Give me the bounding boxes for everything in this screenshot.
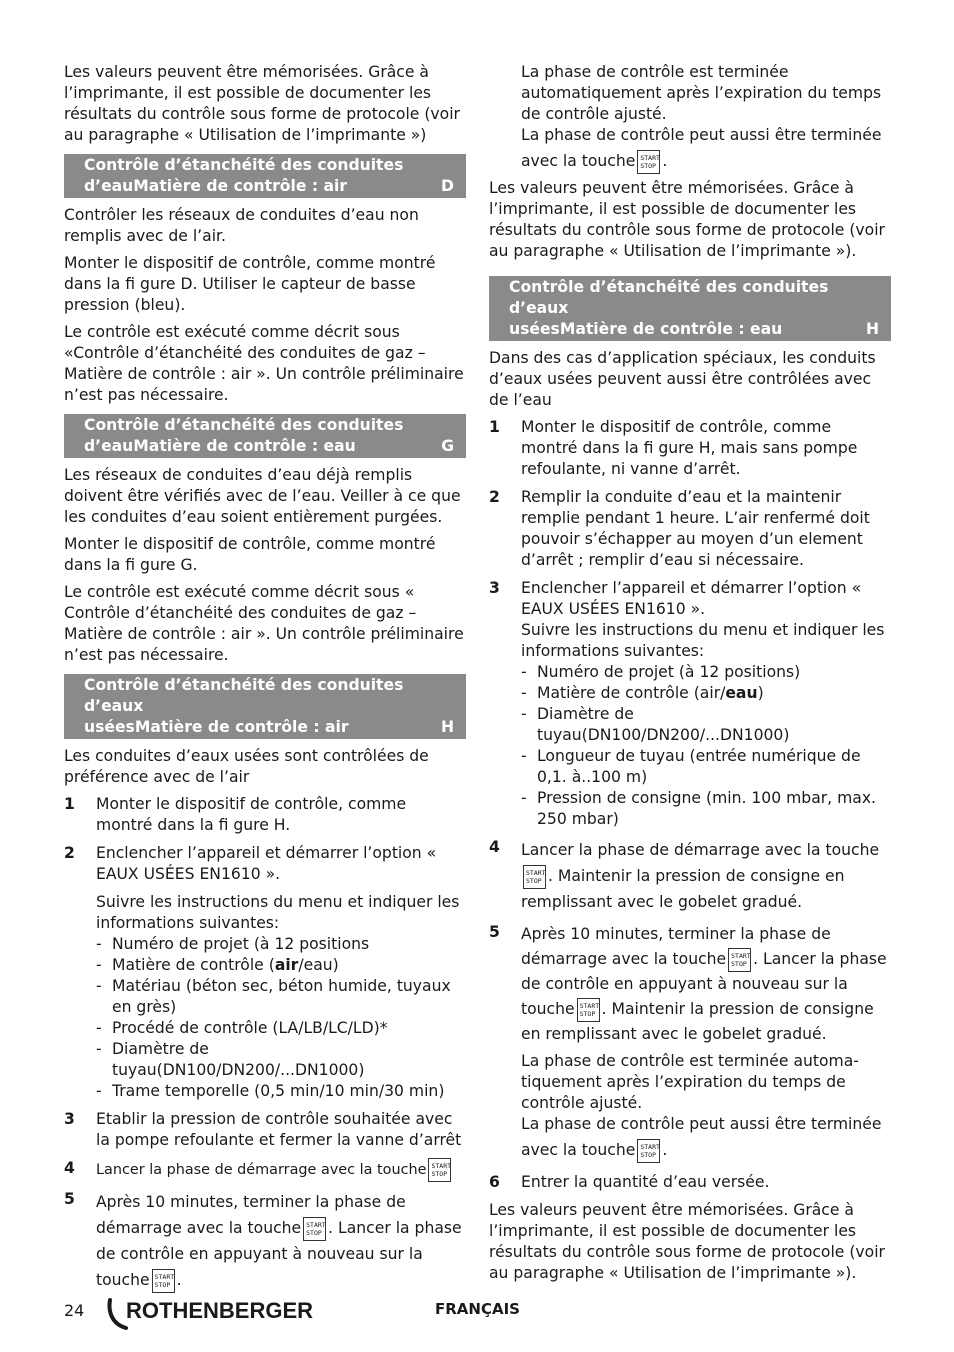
left-column	[64, 62, 466, 1300]
section-header-line: uséesMatière de contrôle : eau	[509, 320, 783, 338]
step-text: Monter le dispositif de contrôle, comme montré dans la fi gure H, mais sans pompe refoulante, ni vanne d’arrêt.	[521, 418, 858, 478]
figure-letter: H	[865, 320, 879, 338]
step-4	[64, 1158, 466, 1182]
step-number: 2	[489, 488, 500, 506]
list-item: - Trame temporelle (0,5 min/10 min/30 min)	[96, 1081, 466, 1102]
paragraph: Le contrôle est exécuté comme décrit sous « Contrôle d’étanchéité des conduites de gaz – Matière de contrôle : air ». Un contrôle préliminaire n’est pas nécessaire.	[64, 583, 464, 664]
right-column	[489, 62, 891, 1290]
step-text: Entrer la quantité d’eau versée.	[521, 1173, 770, 1191]
step-5	[64, 1189, 466, 1293]
step-text: Enclencher l’appareil et démarrer l’option « EAUX USÉES EN1610 ».	[521, 579, 862, 618]
step-number: 1	[489, 418, 500, 436]
step-text: touche	[96, 1271, 150, 1289]
step-3	[64, 1109, 466, 1151]
step-number: 4	[489, 838, 500, 856]
step-text: démarrage avec la touche	[521, 950, 727, 968]
step-text: Remplir la conduite d’eau et la maintenir remplie pendant 1 heure. L’air renfermé doit pouvoir s’échapper au moyen d’un element d’arrêt ; remplir d’eau si nécessaire.	[521, 488, 870, 569]
step-number: 6	[489, 1173, 500, 1191]
step-1	[489, 417, 891, 480]
paragraph: Les réseaux de conduites d’eau déjà remplis doivent être vérifiés avec de l’eau. Veiller à ce que les conduites d’eau soient entièrement purgées.	[64, 466, 461, 526]
step-text: touche	[521, 1000, 575, 1018]
paragraph: Monter le dispositif de contrôle, comme montré dans la fi gure G.	[64, 535, 436, 574]
step-number: 5	[64, 1190, 75, 1208]
step-text: . Lancer la phase de contrôle en appuyant à nouveau sur la	[96, 1219, 462, 1263]
paragraph: avec la touche	[521, 152, 636, 170]
step-number: 5	[489, 923, 500, 941]
step-4	[489, 837, 891, 915]
step-1	[64, 794, 466, 836]
list-item: - Procédé de contrôle (LA/LB/LC/LD)*	[96, 1018, 466, 1039]
start-stop-key-icon: START STOP	[728, 948, 751, 972]
paragraph: Les conduites d’eaux usées sont contrôlées de préférence avec de l’air	[64, 747, 429, 786]
start-stop-key-icon: START STOP	[152, 1269, 175, 1293]
step-number: 3	[489, 579, 500, 597]
start-stop-key-icon: START STOP	[637, 1139, 660, 1163]
brand-name: ROTHENBERGER	[126, 1298, 314, 1323]
section-header-line: uséesMatière de contrôle : air	[84, 718, 349, 736]
list-item: - Pression de consigne (min. 100 mbar, max. 250 mbar)	[521, 788, 891, 830]
start-stop-key-icon: START STOP	[303, 1217, 326, 1241]
info-list	[96, 934, 466, 1102]
step-number: 2	[64, 844, 75, 862]
continued-step: La phase de contrôle est terminée automatiquement après l’expiration du temps de contrôle ajusté. La phase de contrôle peut aussi être terminée avec la touche START STOP .	[489, 62, 891, 176]
step-text: La phase de contrôle peut aussi être terminée	[521, 1115, 882, 1133]
step-text: démarrage avec la touche	[96, 1219, 302, 1237]
section-header-line: d’eauMatière de contrôle : eau	[84, 437, 356, 455]
step-text: La phase de contrôle est terminée automa-tiquement après l’expiration du temps de contrôle ajusté.	[521, 1052, 859, 1112]
step-text: Lancer la phase de démarrage avec la touche	[96, 1162, 427, 1178]
paragraph: Dans des cas d’application spéciaux, les conduits d’eaux usées peuvent aussi être contrôlées avec de l’eau	[489, 349, 876, 409]
step-text: avec la touche	[521, 1141, 636, 1159]
start-stop-key-icon: START STOP	[577, 998, 600, 1022]
section-header-line: Contrôle d’étanchéité des conduites d’eaux	[509, 278, 829, 317]
section-header-d	[64, 154, 466, 198]
figure-letter: H	[440, 718, 454, 736]
step-text: Après 10 minutes, terminer la phase de	[96, 1193, 406, 1211]
step-text: Lancer la phase de démarrage avec la touche	[521, 841, 880, 859]
section-header-line: Contrôle d’étanchéité des conduites d’eaux	[84, 676, 404, 715]
step-text: .	[176, 1271, 182, 1289]
step-3	[489, 578, 891, 830]
step-text: . Maintenir la pression de consigne en remplissant avec le gobelet gradué.	[521, 867, 845, 911]
figure-letter: G	[441, 437, 454, 455]
step-text: Après 10 minutes, terminer la phase de	[521, 925, 831, 943]
step-text: Etablir la pression de contrôle souhaitée avec la pompe refoulante et fermer la vanne d’arrêt	[96, 1110, 462, 1149]
paragraph: Monter le dispositif de contrôle, comme montré dans la fi gure D. Utiliser le capteur de basse pression (bleu).	[64, 254, 436, 314]
step-2	[64, 843, 466, 885]
language-label: FRANÇAIS	[435, 1300, 520, 1318]
list-item: - Diamètre de tuyau(DN100/DN200/...DN1000)	[96, 1039, 466, 1081]
page-number: 24	[64, 1301, 85, 1320]
page-footer	[64, 1294, 894, 1334]
section-header-line: Contrôle d’étanchéité des conduites	[84, 416, 404, 434]
paragraph: La phase de contrôle peut aussi être terminée	[521, 126, 882, 144]
list-item: - Longueur de tuyau (entrée numérique de 0,1. à..100 m)	[521, 746, 891, 788]
step-6	[489, 1172, 891, 1193]
step-number: 3	[64, 1110, 75, 1128]
start-stop-key-icon: START STOP	[637, 150, 660, 174]
step-text: Suivre les instructions du menu et indiquer les informations suivantes:	[521, 621, 885, 660]
intro-paragraph: Les valeurs peuvent être mémorisées. Grâce à l’imprimante, il est possible de documenter les résultats du contrôle sous forme de protocole (voir au paragraphe « Utilisation de l’imprimante »)	[64, 63, 460, 144]
rothenberger-logo	[106, 1294, 346, 1330]
step-2	[489, 487, 891, 571]
step-text: Enclencher l’appareil et démarrer l’option « EAUX USÉES EN1610 ».	[96, 844, 437, 883]
list-item: - Matériau (béton sec, béton humide, tuyaux en grès)	[96, 976, 466, 1018]
start-stop-key-icon: START STOP	[428, 1158, 451, 1182]
paragraph: Contrôler les réseaux de conduites d’eau non remplis avec de l’air.	[64, 206, 419, 245]
start-stop-key-icon: START STOP	[523, 865, 546, 889]
section-header-h-air	[64, 674, 466, 739]
step-text: Suivre les instructions du menu et indiquer les informations suivantes:	[96, 893, 460, 932]
step-text: Monter le dispositif de contrôle, comme montré dans la fi gure H.	[96, 795, 407, 834]
step-text: . Maintenir la pression de consigne en remplissant avec le gobelet gradué.	[521, 1000, 874, 1043]
figure-letter: D	[441, 177, 454, 195]
step-number: 4	[64, 1159, 75, 1177]
list-item: - Matière de contrôle (air/eau)	[521, 683, 891, 704]
section-header-g	[64, 414, 466, 458]
step-2-details	[64, 892, 466, 1102]
paragraph: La phase de contrôle est terminée automatiquement après l’expiration du temps de contrôle ajusté.	[521, 63, 882, 123]
step-text: . Lancer la phase de contrôle en appuyant à nouveau sur la	[521, 950, 887, 993]
step-number: 1	[64, 795, 75, 813]
section-header-line: d’eauMatière de contrôle : air	[84, 177, 348, 195]
paragraph: Le contrôle est exécuté comme décrit sous «Contrôle d’étanchéité des conduites de gaz – Matière de contrôle : air ». Un contrôle préliminaire n’est pas nécessaire.	[64, 323, 464, 404]
section-header-line: Contrôle d’étanchéité des conduites	[84, 156, 404, 174]
step-5: 5 Après 10 minutes, terminer la phase de démarrage avec la touche START STOP . Lancer la phase de contrôle en appuyant à nouveau sur la touche START STOP . Maintenir la pression de consigne en remplissant avec le gobelet gradué. La phase de contrôle est terminée automa-tiquement après l’expiration du temps de contrôle ajusté. La phase de contrôle peut aussi être terminée avec la touche START STOP .	[489, 922, 891, 1165]
list-item: - Diamètre de tuyau(DN100/DN200/...DN1000)	[521, 704, 891, 746]
section-header-h-water	[489, 276, 891, 341]
list-item: - Numéro de projet (à 12 positions	[96, 934, 466, 955]
info-list	[521, 662, 891, 830]
paragraph: Les valeurs peuvent être mémorisées. Grâce à l’imprimante, il est possible de documenter les résultats du contrôle sous forme de protocole (voir au paragraphe « Utilisation de l’imprimante »).	[489, 179, 885, 260]
list-item: - Matière de contrôle (air/eau)	[96, 955, 466, 976]
paragraph: Les valeurs peuvent être mémorisées. Grâce à l’imprimante, il est possible de documenter les résultats du contrôle sous forme de protocole (voir au paragraphe « Utilisation de l’imprimante »).	[489, 1201, 885, 1282]
list-item: - Numéro de projet (à 12 positions)	[521, 662, 891, 683]
